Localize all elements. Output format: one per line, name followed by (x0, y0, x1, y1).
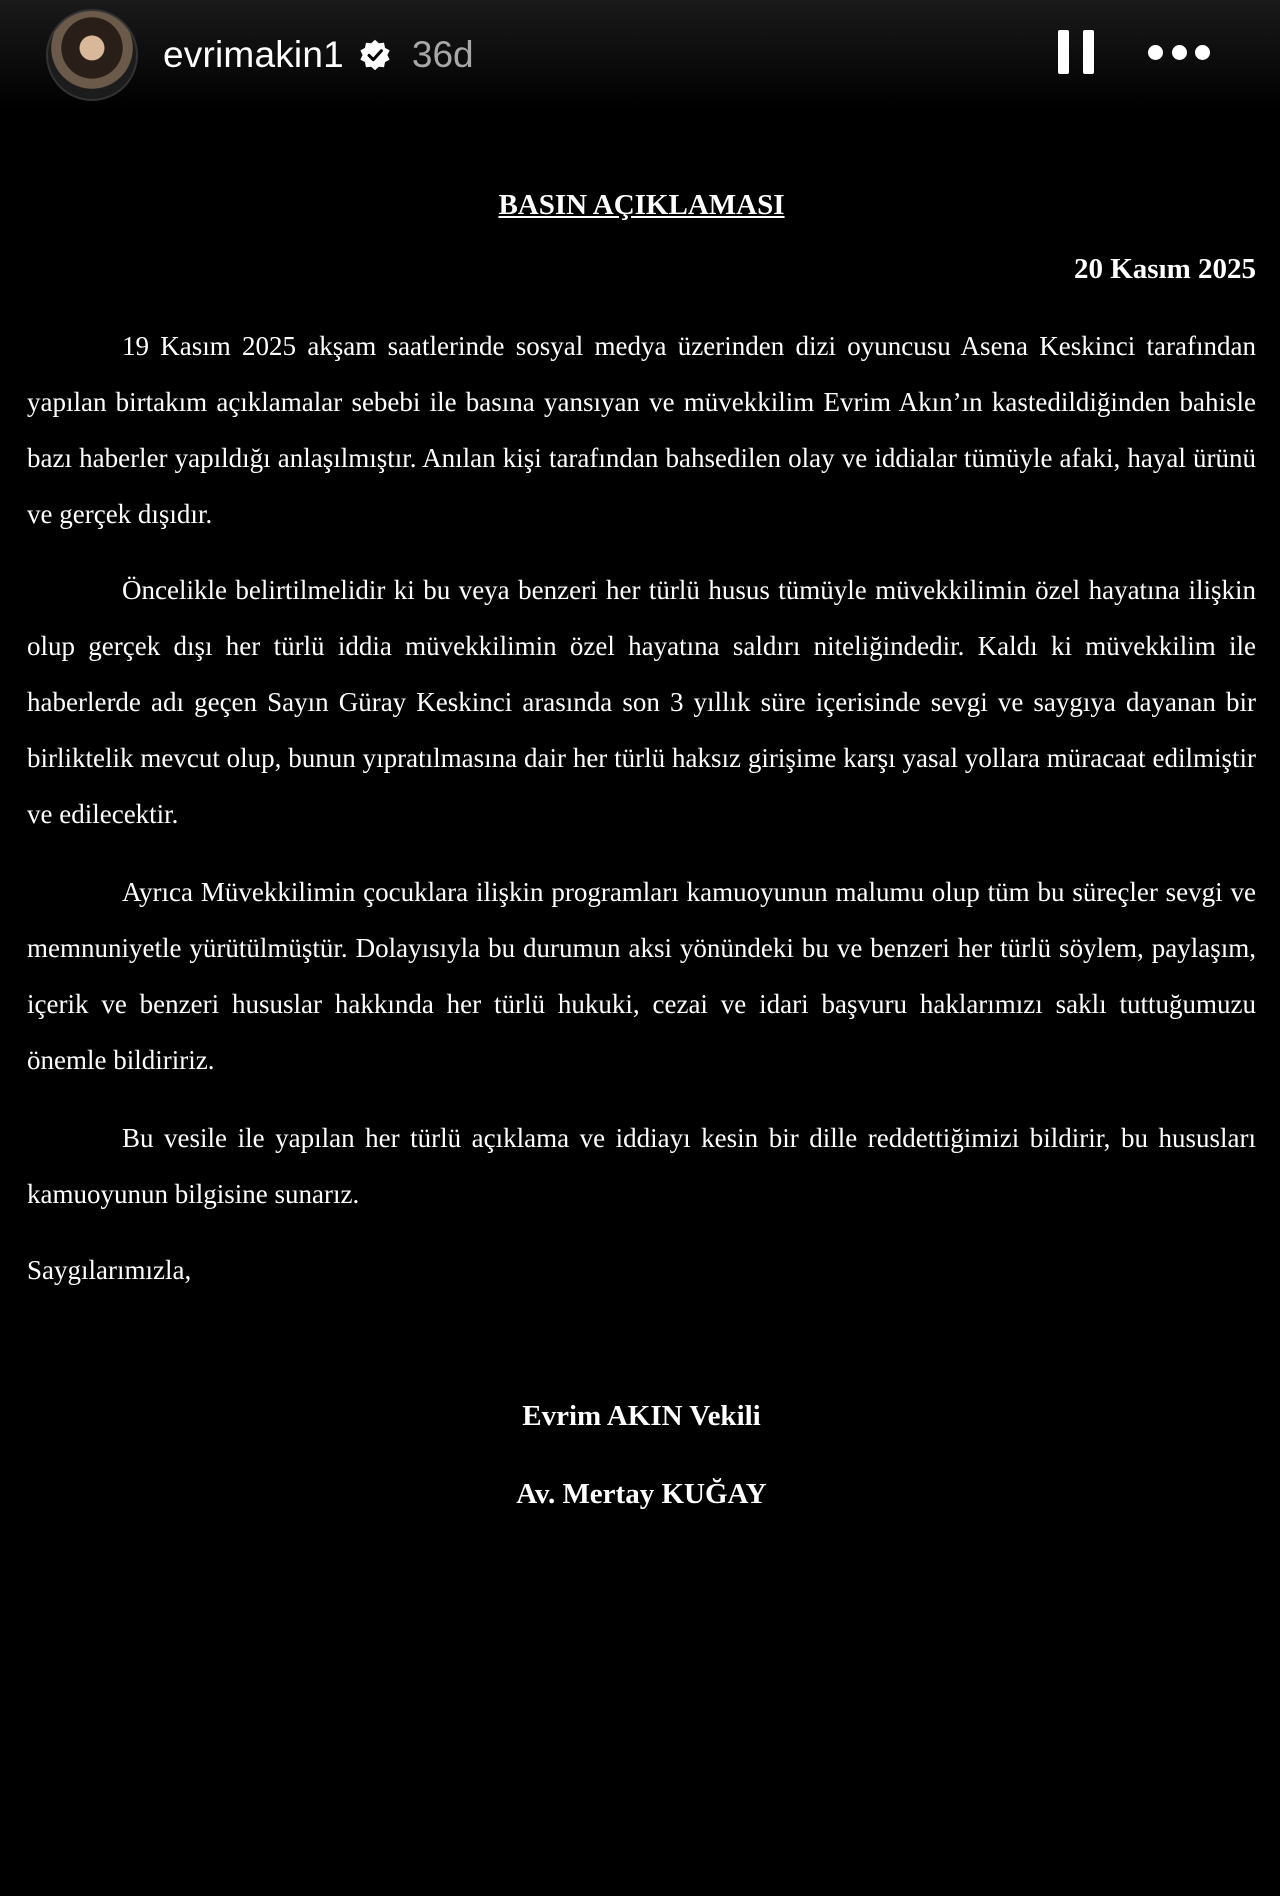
closing-line: Saygılarımızla, (27, 1255, 192, 1285)
story-user-info (163, 28, 474, 82)
paragraph: Ayrıca Müvekkilimin çocuklara ilişkin programları kamuoyunun malumu olup tüm bu süreçler sevgi ve memnuniyetle yürütülmüştür. Dolayısıyla bu durumun aksi yönündeki bu ve benzeri her türlü söylem, paylaşım, içerik ve benzeri hususlar hakkında her türlü hukuki, cezai ve idari başvuru haklarımızı saklı tuttuğumuzu önemle bildiririz. (27, 877, 1256, 1075)
press-release-document (27, 178, 1256, 1514)
more-options-button[interactable] (1148, 40, 1210, 64)
signature-line-2: Av. Mertay KUĞAY (516, 1478, 767, 1510)
document-title: BASIN AÇIKLAMASI (498, 189, 785, 221)
paragraph: Bu vesile ile yapılan her türlü açıklama ve iddiayı kesin bir dille reddettiğimizi bildirir, bu hususları kamuoyunun bilgisine sunarız. (27, 1123, 1256, 1209)
pause-button[interactable] (1058, 30, 1094, 74)
pause-icon (1058, 30, 1069, 74)
more-options-icon (1195, 45, 1210, 60)
username[interactable]: evrimakin1 (163, 34, 344, 75)
paragraph: 19 Kasım 2025 akşam saatlerinde sosyal medya üzerinden dizi oyuncusu Asena Keskinci tarafından yapılan birtakım açıklamalar sebebi ile basına yansıyan ve müvekkilim Evrim Akın’ın kastedildiğinden bahisle bazı haberler yapıldığı anlaşılmıştır. Anılan kişi tarafından bahsedilen olay ve iddialar tümüyle afaki, hayal ürünü ve gerçek dışıdır. (27, 331, 1256, 529)
post-timestamp: 36d (411, 34, 474, 75)
paragraph: Öncelikle belirtilmelidir ki bu veya benzeri her türlü husus tümüyle müvekkilimin özel hayatına ilişkin olup gerçek dışı her türlü iddia müvekkilimin özel hayatına saldırı niteliğindedir. Kaldı ki müvekkilim ile haberlerde adı geçen Sayın Güray Keskinci arasında son 3 yıllık süre içerisinde sevgi ve saygıya dayanan bir birliktelik mevcut olup, bunun yıpratılmasına dair her türlü haksız girişime karşı yasal yollara müracaat edilmiştir ve edilecektir. (27, 575, 1256, 829)
more-options-icon (1172, 45, 1187, 60)
avatar[interactable] (46, 9, 138, 101)
document-date: 20 Kasım 2025 (1073, 253, 1256, 285)
pause-icon (1083, 30, 1094, 74)
signature-line-1: Evrim AKIN Vekili (522, 1400, 761, 1432)
verified-badge-icon (358, 38, 392, 72)
more-options-icon (1148, 45, 1163, 60)
story-header (0, 0, 1280, 110)
